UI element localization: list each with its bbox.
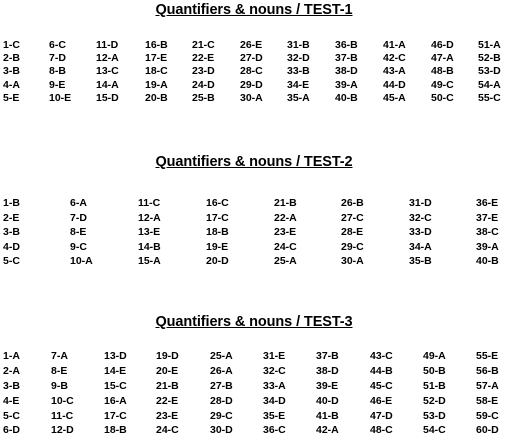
answer-item: 15-D xyxy=(96,91,119,104)
answer-column xyxy=(287,39,310,105)
answer-item: 25-A xyxy=(274,255,297,268)
answer-item: 38-C xyxy=(476,226,499,239)
answer-column xyxy=(3,349,20,438)
answer-item: 34-E xyxy=(287,78,310,91)
answer-item: 28-E xyxy=(341,226,364,239)
answer-item: 10-E xyxy=(49,91,72,104)
answer-item: 23-E xyxy=(274,226,297,239)
answer-item: 23-D xyxy=(192,65,215,78)
answer-item: 6-C xyxy=(49,39,66,51)
answer-item: 54-C xyxy=(423,424,446,437)
answer-item: 36-B xyxy=(335,39,358,51)
answer-item: 26-B xyxy=(341,197,364,209)
answer-item: 21-C xyxy=(192,39,215,51)
test-1-title: Quantifiers & nouns / TEST-1 xyxy=(155,2,353,18)
answer-item: 7-D xyxy=(70,211,87,224)
answer-item: 52-D xyxy=(423,394,446,407)
answer-item: 39-A xyxy=(476,240,499,253)
answer-column xyxy=(274,196,297,269)
answer-item: 25-A xyxy=(210,350,233,362)
answer-item: 32-C xyxy=(409,211,432,224)
answer-item: 1-C xyxy=(3,39,20,51)
answer-column xyxy=(370,349,393,438)
answer-item: 14-B xyxy=(138,240,161,253)
answer-item: 9-E xyxy=(49,78,66,91)
answer-item: 46-E xyxy=(370,394,393,407)
answer-item: 55-C xyxy=(478,91,501,104)
answer-item: 49-C xyxy=(431,78,454,91)
answer-item: 48-B xyxy=(431,65,454,78)
answer-item: 51-B xyxy=(423,379,446,392)
answer-item: 4-A xyxy=(3,78,20,91)
answer-item: 37-B xyxy=(316,350,339,362)
answer-item: 27-C xyxy=(341,211,364,224)
answer-item: 48-C xyxy=(370,424,393,437)
answer-item: 7-A xyxy=(51,350,68,362)
answer-item: 31-B xyxy=(287,39,310,51)
answer-item: 36-C xyxy=(263,424,286,437)
answer-item: 24-C xyxy=(156,424,179,437)
answer-column xyxy=(476,196,499,269)
answer-item: 50-C xyxy=(431,91,454,104)
answer-column xyxy=(210,349,233,438)
answer-item: 8-E xyxy=(51,364,68,377)
answer-item: 17-C xyxy=(104,409,127,422)
answer-item: 3-B xyxy=(3,65,20,78)
answer-column xyxy=(145,39,168,105)
answer-column xyxy=(316,349,339,438)
answer-item: 14-A xyxy=(96,78,119,91)
answer-item: 33-A xyxy=(263,379,286,392)
answer-item: 12-A xyxy=(96,52,119,65)
answer-item: 45-A xyxy=(383,91,406,104)
answer-item: 3-B xyxy=(3,379,20,392)
answer-item: 58-E xyxy=(476,394,499,407)
answer-item: 40-D xyxy=(316,394,339,407)
answer-item: 3-B xyxy=(3,226,20,239)
answer-item: 18-C xyxy=(145,65,168,78)
answer-item: 20-B xyxy=(145,91,168,104)
answer-item: 10-C xyxy=(51,394,74,407)
answer-item: 11-D xyxy=(96,39,119,51)
answer-item: 37-E xyxy=(476,211,499,224)
answer-item: 8-E xyxy=(70,226,87,239)
answer-item: 55-E xyxy=(476,350,499,362)
answer-column xyxy=(240,39,263,105)
answer-item: 15-C xyxy=(104,379,127,392)
answer-column xyxy=(431,39,454,105)
answer-item: 19-A xyxy=(145,78,168,91)
answer-item: 33-B xyxy=(287,65,310,78)
answer-item: 24-C xyxy=(274,240,297,253)
answer-item: 20-D xyxy=(206,255,229,268)
answer-item: 9-C xyxy=(70,240,87,253)
answer-item: 18-B xyxy=(206,226,229,239)
answer-item: 13-E xyxy=(138,226,161,239)
answer-item: 41-B xyxy=(316,409,339,422)
answer-column xyxy=(138,196,161,269)
answer-item: 29-C xyxy=(341,240,364,253)
answer-item: 41-A xyxy=(383,39,406,51)
answer-item: 27-B xyxy=(210,379,233,392)
answer-item: 42-A xyxy=(316,424,339,437)
answer-item: 24-D xyxy=(192,78,215,91)
answer-item: 38-D xyxy=(335,65,358,78)
answer-item: 19-E xyxy=(206,240,229,253)
answer-item: 26-A xyxy=(210,364,233,377)
answer-item: 32-C xyxy=(263,364,286,377)
answer-item: 9-B xyxy=(51,379,68,392)
answer-item: 11-C xyxy=(138,197,161,209)
answer-item: 16-C xyxy=(206,197,229,209)
answer-item: 28-D xyxy=(210,394,233,407)
answer-item: 45-C xyxy=(370,379,393,392)
answer-column xyxy=(3,39,20,105)
answer-item: 51-A xyxy=(478,39,501,51)
answer-column xyxy=(476,349,499,438)
answer-item: 22-E xyxy=(192,52,215,65)
answer-item: 47-A xyxy=(431,52,454,65)
answer-item: 29-D xyxy=(240,78,263,91)
answer-item: 39-A xyxy=(335,78,358,91)
answer-item: 5-E xyxy=(3,91,20,104)
answer-item: 20-E xyxy=(156,364,179,377)
answer-item: 16-B xyxy=(145,39,168,51)
answer-column xyxy=(156,349,179,438)
answer-item: 26-E xyxy=(240,39,263,51)
answer-item: 59-C xyxy=(476,409,499,422)
answer-item: 1-A xyxy=(3,350,20,362)
answer-item: 6-D xyxy=(3,424,20,437)
answer-item: 8-B xyxy=(49,65,66,78)
test-2-title: Quantifiers & nouns / TEST-2 xyxy=(155,154,353,170)
answer-item: 28-C xyxy=(240,65,263,78)
answer-item: 46-D xyxy=(431,39,454,51)
test-3-title: Quantifiers & nouns / TEST-3 xyxy=(155,314,353,330)
answer-item: 31-E xyxy=(263,350,286,362)
answer-item: 52-B xyxy=(478,52,501,65)
answer-column xyxy=(383,39,406,105)
answer-item: 34-D xyxy=(263,394,286,407)
answer-item: 43-C xyxy=(370,350,393,362)
answer-item: 53-D xyxy=(478,65,501,78)
answer-item: 44-D xyxy=(383,78,406,91)
answer-item: 21-B xyxy=(274,197,297,209)
answer-item: 22-A xyxy=(274,211,297,224)
answer-item: 35-E xyxy=(263,409,286,422)
answer-item: 54-A xyxy=(478,78,501,91)
answer-item: 2-E xyxy=(3,211,20,224)
answer-item: 47-D xyxy=(370,409,393,422)
answer-item: 6-A xyxy=(70,197,87,209)
answer-item: 5-C xyxy=(3,255,20,268)
answer-item: 42-C xyxy=(383,52,406,65)
answer-item: 44-B xyxy=(370,364,393,377)
answer-item: 23-E xyxy=(156,409,179,422)
answer-item: 35-B xyxy=(409,255,432,268)
answer-item: 14-E xyxy=(104,364,127,377)
answer-item: 35-A xyxy=(287,91,310,104)
answer-column xyxy=(478,39,501,105)
answer-item: 1-B xyxy=(3,197,20,209)
answer-item: 60-D xyxy=(476,424,499,437)
answer-item: 30-A xyxy=(341,255,364,268)
answer-item: 19-D xyxy=(156,350,179,362)
answer-item: 16-A xyxy=(104,394,127,407)
answer-item: 50-B xyxy=(423,364,446,377)
answer-item: 13-C xyxy=(96,65,119,78)
answer-column xyxy=(263,349,286,438)
answer-item: 53-D xyxy=(423,409,446,422)
answer-item: 2-B xyxy=(3,52,20,65)
answer-column xyxy=(409,196,432,269)
answer-item: 17-E xyxy=(145,52,168,65)
answer-item: 30-A xyxy=(240,91,263,104)
answer-column xyxy=(49,39,71,105)
answer-item: 11-C xyxy=(51,409,74,422)
answer-column xyxy=(3,196,20,269)
answer-item: 49-A xyxy=(423,350,446,362)
answer-item: 39-E xyxy=(316,379,339,392)
answer-item: 5-C xyxy=(3,409,20,422)
answer-item: 7-D xyxy=(49,52,66,65)
answer-item: 22-E xyxy=(156,394,179,407)
answer-item: 31-D xyxy=(409,197,432,209)
answer-item: 15-A xyxy=(138,255,161,268)
answer-item: 40-B xyxy=(476,255,499,268)
answer-item: 40-B xyxy=(335,91,358,104)
answer-item: 30-D xyxy=(210,424,233,437)
answer-column xyxy=(104,349,127,438)
answer-column xyxy=(51,349,74,438)
answer-item: 29-C xyxy=(210,409,233,422)
answer-item: 18-B xyxy=(104,424,127,437)
answer-item: 33-D xyxy=(409,226,432,239)
answer-item: 37-B xyxy=(335,52,358,65)
answer-column xyxy=(96,39,119,105)
answer-item: 25-B xyxy=(192,91,215,104)
answer-item: 34-A xyxy=(409,240,432,253)
answer-item: 2-A xyxy=(3,364,20,377)
answer-item: 27-D xyxy=(240,52,263,65)
answer-item: 10-A xyxy=(70,255,93,268)
answer-column xyxy=(206,196,229,269)
answer-column xyxy=(192,39,215,105)
answer-item: 38-D xyxy=(316,364,339,377)
answer-column xyxy=(335,39,358,105)
answer-item: 17-C xyxy=(206,211,229,224)
answer-column xyxy=(341,196,364,269)
answer-item: 13-D xyxy=(104,350,127,362)
answer-item: 12-A xyxy=(138,211,161,224)
answer-item: 21-B xyxy=(156,379,179,392)
answer-item: 12-D xyxy=(51,424,74,437)
answer-column xyxy=(423,349,446,438)
answer-item: 4-E xyxy=(3,394,20,407)
answer-column xyxy=(70,196,93,269)
answer-item: 4-D xyxy=(3,240,20,253)
answer-item: 57-A xyxy=(476,379,499,392)
answer-item: 56-B xyxy=(476,364,499,377)
answer-item: 36-E xyxy=(476,197,499,209)
answer-item: 32-D xyxy=(287,52,310,65)
answer-item: 43-A xyxy=(383,65,406,78)
